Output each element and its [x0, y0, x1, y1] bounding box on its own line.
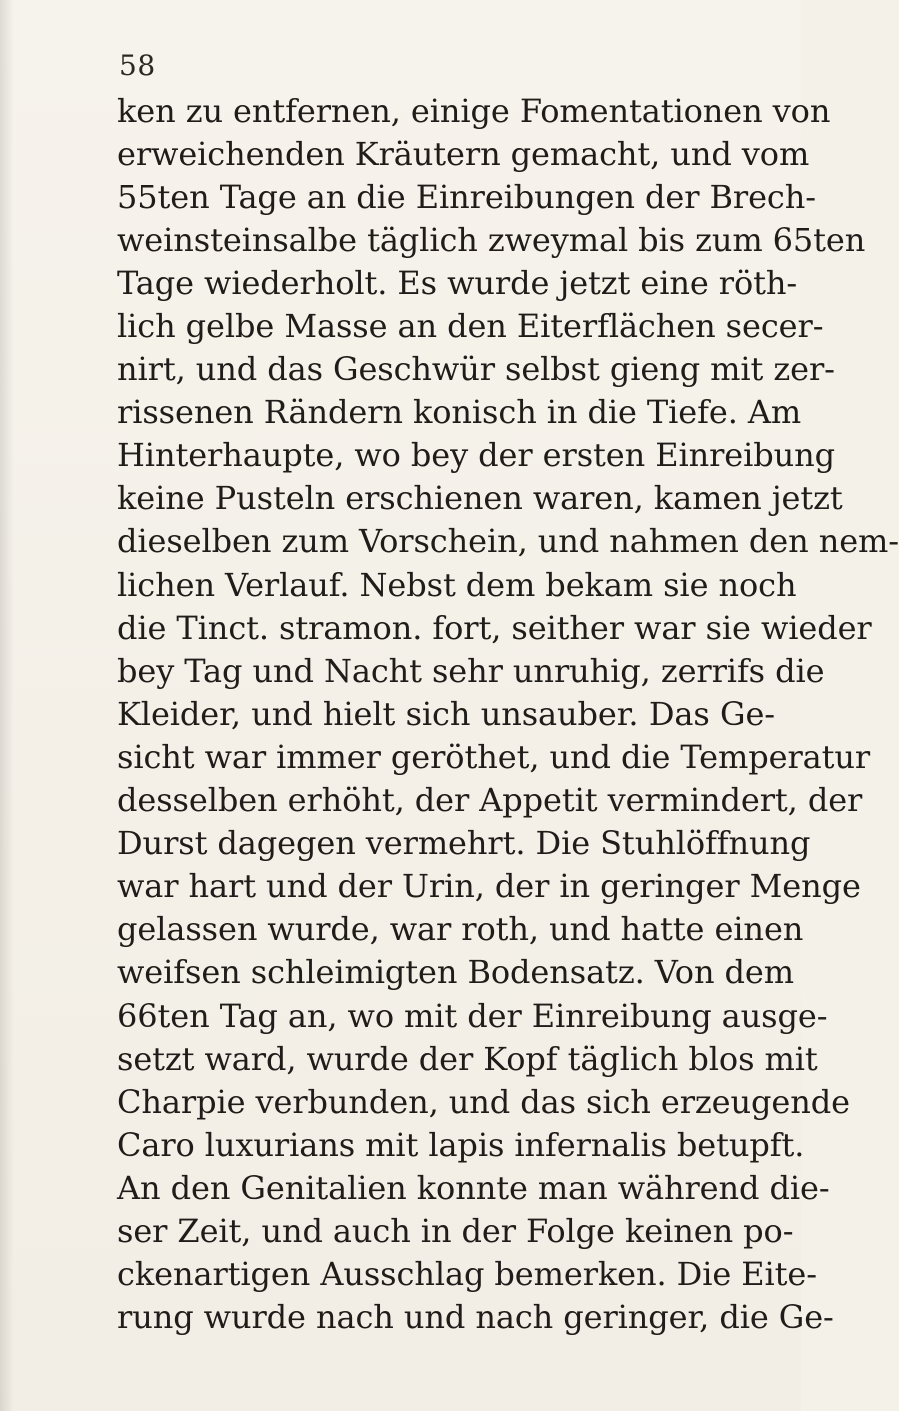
text-line: 55ten Tage an die Einreibungen der Brech- — [117, 177, 816, 216]
text-line: Charpie verbunden, und das sich erzeugende — [117, 1082, 850, 1121]
text-line: ken zu entfernen, einige Fomentationen von — [117, 91, 831, 130]
text-line: desselben erhöht, der Appetit vermindert, der — [117, 781, 863, 820]
text-line: Durst dagegen vermehrt. Die Stuhlöffnung — [117, 824, 811, 863]
text-line: Hinterhaupte, wo bey der ersten Einreibung — [117, 436, 836, 475]
text-line: Tage wiederholt. Es wurde jetzt eine röth- — [117, 263, 798, 302]
text-line: 66ten Tag an, wo mit der Einreibung ausge- — [117, 996, 828, 1035]
text-line: bey Tag und Nacht sehr unruhig, zerrifs die — [117, 651, 825, 690]
text-line: rung wurde nach und nach geringer, die Ge- — [117, 1298, 834, 1337]
text-line: weinsteinsalbe täglich zweymal bis zum 65ten — [117, 220, 866, 259]
text-line: die Tinct. stramon. fort, seither war sie wieder — [117, 608, 872, 647]
text-line: ckenartigen Ausschlag bemerken. Die Eite- — [117, 1255, 817, 1294]
page-number: 58 — [119, 49, 156, 82]
body-text — [117, 89, 899, 1339]
text-line: An den Genitalien konnte man während die- — [117, 1168, 830, 1207]
text-line: Kleider, und hielt sich unsauber. Das Ge- — [117, 694, 775, 733]
text-line: weifsen schleimigten Bodensatz. Von dem — [117, 953, 795, 992]
text-line: lichen Verlauf. Nebst dem bekam sie noch — [117, 565, 797, 604]
text-line: rissenen Rändern konisch in die Tiefe. Am — [117, 393, 802, 432]
text-line: dieselben zum Vorschein, und nahmen den nem- — [117, 522, 899, 561]
text-line: sicht war immer geröthet, und die Temperatur — [117, 737, 871, 776]
text-line: war hart und der Urin, der in geringer Menge — [117, 867, 861, 906]
text-line: gelassen wurde, war roth, und hatte einen — [117, 910, 804, 949]
text-line: lich gelbe Masse an den Eiterflächen secer- — [117, 307, 824, 346]
page-binding-shadow — [0, 0, 14, 1411]
text-line: erweichenden Kräutern gemacht, und vom — [117, 134, 810, 173]
text-line: ser Zeit, und auch in der Folge keinen po- — [117, 1211, 794, 1250]
text-line: keine Pusteln erschienen waren, kamen jetzt — [117, 479, 843, 518]
text-line: Caro luxurians mit lapis infernalis betupft. — [117, 1125, 805, 1164]
text-line: nirt, und das Geschwür selbst gieng mit zer- — [117, 350, 835, 389]
text-line: setzt ward, wurde der Kopf täglich blos mit — [117, 1039, 818, 1078]
